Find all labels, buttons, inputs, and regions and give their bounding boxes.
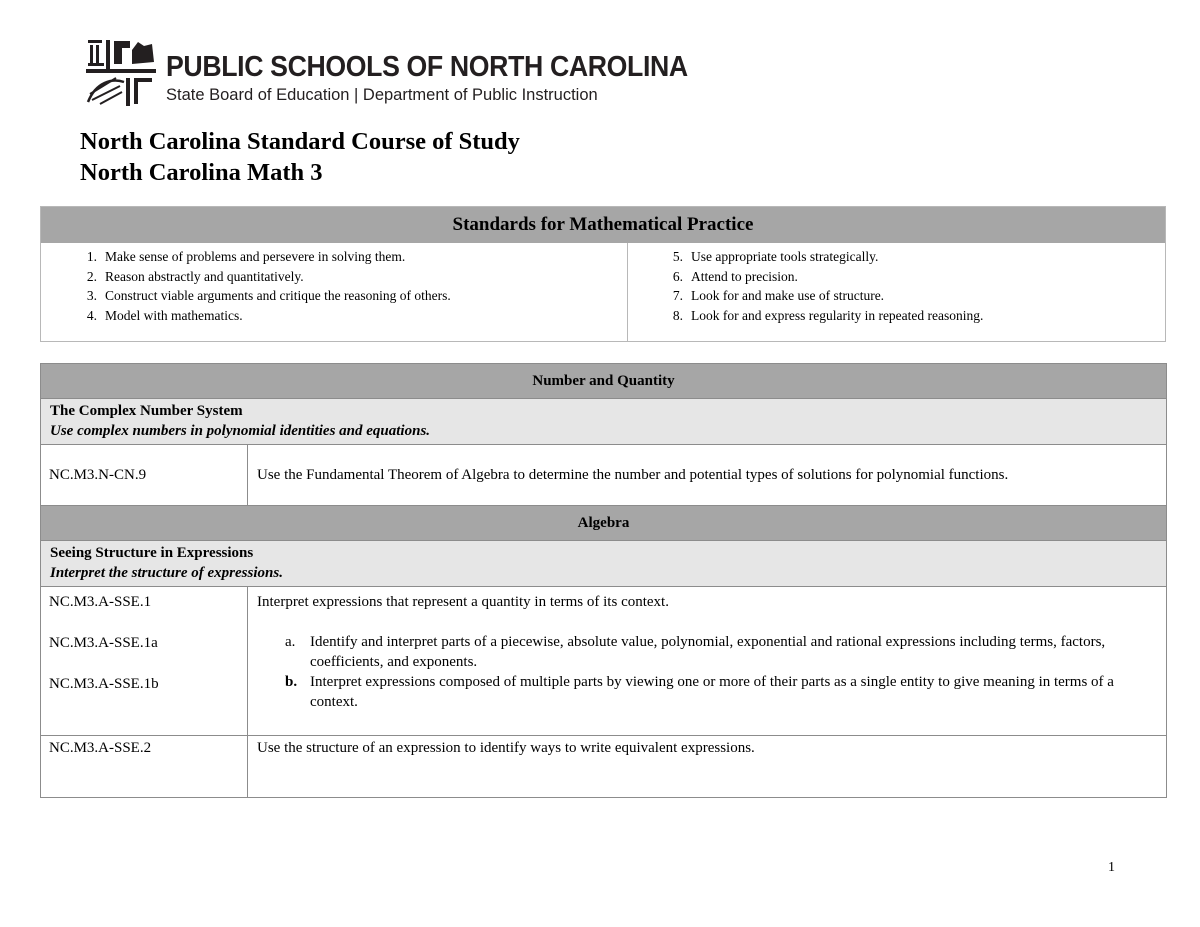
cluster-title: The Complex Number System: [50, 403, 243, 419]
practice-item: [77, 306, 617, 326]
standard-code: NC.M3.A-SSE.1: [49, 594, 152, 610]
standard-code: NC.M3.A-SSE.1b: [49, 676, 159, 692]
table-row: [41, 445, 1167, 506]
page-title: [80, 126, 520, 188]
standard-code: NC.M3.A-SSE.2: [41, 736, 248, 798]
practice-item: [77, 286, 617, 306]
practice-number: 3.: [86, 288, 97, 303]
practice-number: 8.: [672, 307, 683, 323]
standard-description: Interpret expressions that represent a quantity in terms of its context.: [257, 594, 669, 610]
practice-number: 7.: [672, 288, 683, 303]
cluster-subtitle: Interpret the structure of expressions.: [50, 565, 283, 581]
sub-text: Interpret expressions composed of multiple parts by viewing one or more of their parts as a single entity to give meaning in terms of a context.: [310, 674, 1114, 710]
org-name: PUBLIC SCHOOLS OF NORTH CAROLINA: [166, 51, 688, 83]
standards-table: [40, 363, 1167, 798]
practice-number: 1.: [86, 249, 97, 264]
practice-text: Attend to precision.: [691, 268, 798, 284]
header-logo: [86, 38, 726, 110]
standard-description-cell: [248, 587, 1167, 736]
practices-table: [40, 206, 1166, 342]
practice-item: [663, 306, 1143, 326]
practice-item: [663, 286, 1143, 306]
practice-number: 4.: [86, 307, 97, 323]
cluster-complex-number-system: [41, 399, 1167, 445]
sub-standard-a: [257, 632, 1157, 672]
cluster-title: Seeing Structure in Expressions: [50, 545, 254, 561]
title-line-2: North Carolina Math 3: [80, 159, 323, 186]
sub-standard-b: [257, 672, 1157, 712]
cluster-seeing-structure: [41, 541, 1167, 587]
practice-number: 6.: [672, 268, 683, 284]
practices-divider: [627, 243, 628, 341]
title-line-1: North Carolina Standard Course of Study: [80, 128, 520, 155]
practice-text: Make sense of problems and persevere in solving them.: [105, 249, 406, 264]
practice-text: Construct viable arguments and critique the reasoning of others.: [105, 288, 451, 303]
practices-heading: Standards for Mathematical Practice: [41, 207, 1165, 243]
table-row: [41, 587, 1167, 736]
sub-text: Identify and interpret parts of a piecewise, absolute value, polynomial, exponential and rational expressions including terms, factors, coefficients, and exponents.: [310, 634, 1106, 670]
table-row: [41, 736, 1167, 798]
sub-letter: a.: [285, 634, 296, 650]
practice-text: Model with mathematics.: [105, 307, 243, 323]
page-number: 1: [1108, 860, 1115, 875]
practice-item: [663, 247, 1143, 267]
domain-heading-algebra: Algebra: [41, 506, 1167, 541]
org-subtitle: State Board of Education | Department of Public Instruction: [166, 86, 598, 104]
nc-dpi-logo-icon: [86, 38, 158, 108]
cluster-subtitle: Use complex numbers in polynomial identities and equations.: [50, 423, 431, 439]
standard-description: Use the structure of an expression to identify ways to write equivalent expressions.: [248, 736, 1167, 798]
practice-text: Look for and make use of structure.: [691, 288, 885, 303]
practices-right-column: [663, 247, 1143, 325]
standard-code-cell: [41, 587, 248, 736]
practice-text: Use appropriate tools strategically.: [691, 249, 879, 264]
practice-text: Look for and express regularity in repeated reasoning.: [691, 307, 984, 323]
practice-item: [663, 267, 1143, 287]
domain-heading-number-quantity: Number and Quantity: [41, 364, 1167, 399]
practice-item: [77, 247, 617, 267]
practices-left-column: [77, 247, 617, 325]
standard-code: NC.M3.N-CN.9: [41, 445, 248, 506]
standard-code: NC.M3.A-SSE.1a: [49, 635, 158, 651]
standard-description: Use the Fundamental Theorem of Algebra to determine the number and potential types of solutions for polynomial functions.: [248, 445, 1167, 506]
practice-number: 5.: [672, 249, 683, 264]
practice-number: 2.: [86, 268, 97, 284]
practice-item: [77, 267, 617, 287]
sub-letter: b.: [285, 674, 298, 690]
practice-text: Reason abstractly and quantitatively.: [105, 268, 304, 284]
